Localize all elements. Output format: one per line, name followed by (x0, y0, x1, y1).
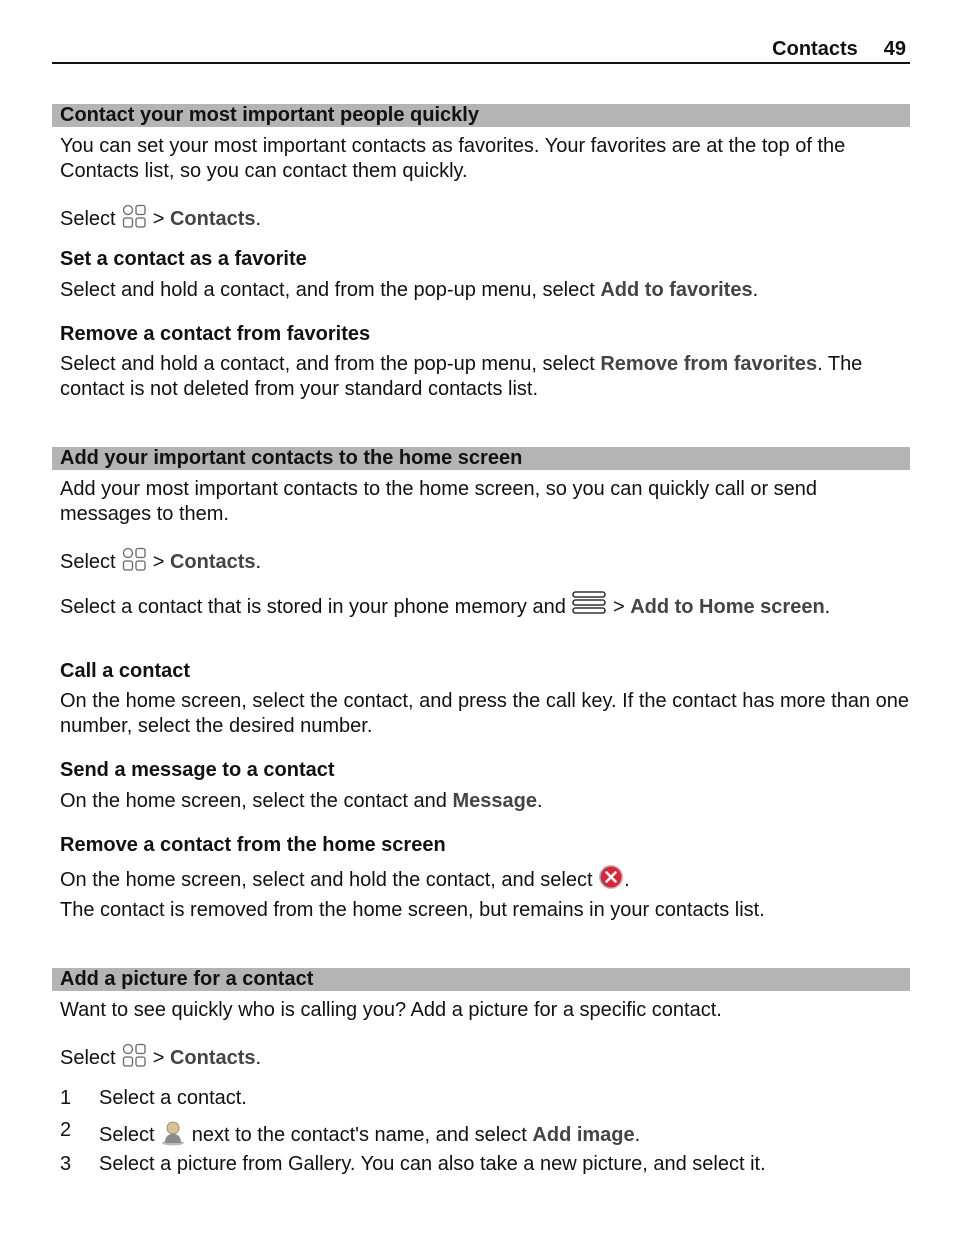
select-contacts-line-3 (60, 1042, 910, 1075)
remove-favorite-title: Remove a contact from favorites (60, 323, 371, 345)
send-message-text-a: On the home screen, select the contact and (60, 790, 453, 812)
gt-sign: > (152, 207, 165, 230)
period: . (255, 1046, 262, 1069)
page-number: 49 (883, 38, 906, 60)
add-to-home-text-a: Select a contact that is stored in your phone memory and (60, 595, 572, 618)
header-title: Contacts (772, 38, 858, 60)
period: . (536, 790, 543, 812)
remove-from-favorites-label: Remove from favorites (600, 353, 818, 375)
message-label: Message (452, 790, 537, 812)
section-heading-picture: Add a picture for a contact (52, 968, 910, 991)
remove-home-note: The contact is removed from the home screen, but remains in your contacts list. (60, 899, 765, 921)
remove-home-text (60, 864, 910, 897)
step-text: Select a picture from Gallery. You can also take a new picture, and select it. (99, 1153, 766, 1175)
step-text-c: . (634, 1123, 641, 1146)
apps-menu-icon (121, 203, 147, 236)
page-header (52, 36, 910, 64)
gt-sign: > (152, 1046, 165, 1069)
remove-home-title: Remove a contact from the home screen (60, 834, 446, 856)
gt-sign: > (152, 550, 165, 573)
home-screen-intro: Add your most important contacts to the home screen, so you can quickly call or send messages to them. (60, 478, 818, 525)
gt-sign: > (607, 595, 631, 618)
contact-picture-icon (160, 1118, 186, 1153)
period: . (255, 550, 262, 573)
section-heading-favorites: Contact your most important people quickly (52, 104, 910, 127)
step-number: 1 (60, 1087, 72, 1109)
period: . (824, 595, 831, 618)
select-word: Select (60, 550, 116, 573)
set-favorite-title: Set a contact as a favorite (60, 248, 307, 270)
contacts-label: Contacts (169, 550, 256, 573)
select-word: Select (60, 1046, 116, 1069)
remove-favorite-text (60, 352, 910, 402)
step-text (99, 1118, 899, 1153)
section-heading-home-screen: Add your important contacts to the home screen (52, 447, 910, 470)
step-text-a: Select (99, 1123, 161, 1146)
add-to-favorites-label: Add to favorites (600, 279, 753, 301)
step-number: 3 (60, 1153, 72, 1175)
favorites-intro: You can set your most important contacts as favorites. Your favorites are at the top of the Contacts list, so you can contact them quickly. (60, 135, 846, 182)
options-menu-icon (571, 590, 607, 625)
add-to-home-text (60, 590, 910, 625)
remove-favorite-text-b: . The contact is not deleted from your standard contacts list. (60, 353, 863, 400)
period: . (624, 868, 630, 891)
apps-menu-icon (121, 546, 147, 579)
remove-favorite-text-a: Select and hold a contact, and from the pop-up menu, select (60, 353, 601, 375)
step-text: Select a contact. (99, 1087, 247, 1109)
close-icon (598, 864, 624, 897)
period: . (752, 279, 759, 301)
send-message-title: Send a message to a contact (60, 759, 335, 781)
contacts-label: Contacts (169, 207, 256, 230)
picture-intro: Want to see quickly who is calling you? Add a picture for a specific contact. (60, 999, 722, 1021)
set-favorite-text-a: Select and hold a contact, and from the pop-up menu, select (60, 279, 601, 301)
period: . (255, 207, 262, 230)
step-number: 2 (60, 1119, 72, 1141)
add-to-home-screen-label: Add to Home screen (630, 595, 825, 618)
select-contacts-line-1 (60, 203, 910, 236)
step-text-b: next to the contact's name, and select (186, 1123, 533, 1146)
apps-menu-icon (121, 1042, 147, 1075)
select-word: Select (60, 207, 116, 230)
add-image-label: Add image (532, 1123, 635, 1146)
remove-home-text-a: On the home screen, select and hold the contact, and select (60, 868, 599, 891)
call-contact-text: On the home screen, select the contact, and press the call key. If the contact has more than one number, select the desired number. (60, 690, 909, 737)
call-contact-title: Call a contact (60, 660, 191, 682)
send-message-text (60, 789, 910, 814)
select-contacts-line-2 (60, 546, 910, 579)
set-favorite-text (60, 278, 910, 303)
contacts-label: Contacts (169, 1046, 256, 1069)
